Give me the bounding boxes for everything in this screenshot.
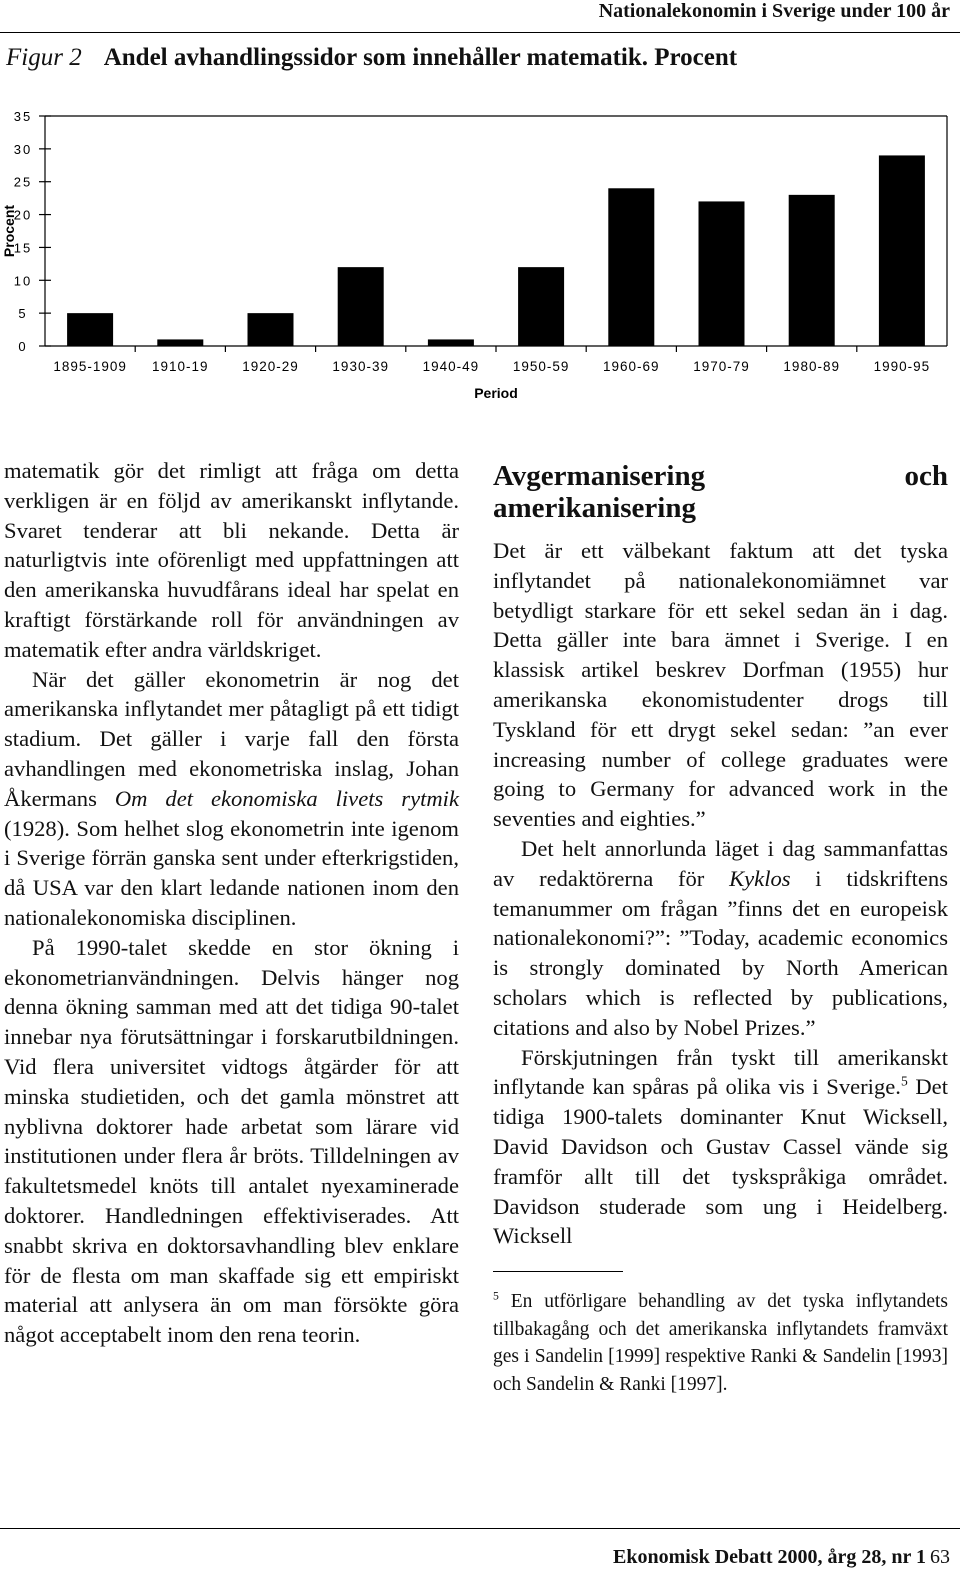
book-title: Om det ekonomiska livets rytmik [114, 785, 459, 811]
page-number: 63 [930, 1546, 950, 1568]
y-tick-label: 0 [18, 339, 28, 354]
x-tick-label: 1960-69 [603, 359, 660, 374]
y-tick-label: 5 [18, 306, 28, 322]
y-tick-label: 25 [13, 174, 33, 190]
bar [518, 267, 564, 346]
bar [428, 339, 474, 346]
left-column [4, 456, 459, 1350]
body-paragraph: På 1990-talet skedde en stor ökning i ekonometrianvändningen. Delvis hänger nog denna ökning samman med att det tidiga 90-talet innebar nya förutsättningar i forskarutbildningen. Vid flera universitet vidtogs åtgärder för att minska studietiden, och det gamla mönstret att nyblivna doktorer hade arbetat som lärare vid institutionen under flera år bröts. Tilldelningen av fakultetsmedel knöts till antalet nyexaminerade doktorer. Handledningen effektiviserades. Att snabbt skriva en doktorsavhandling blev enklare för de flesta om man skaffade sig ett empiriskt material att anlysera än om man försökte göra något acceptabelt inom den rena teorin. [4, 934, 459, 1348]
y-tick-label: 10 [13, 273, 33, 289]
footnote-ref[interactable]: 5 [900, 1073, 908, 1089]
x-tick-label: 1920-29 [242, 359, 299, 374]
bar [67, 313, 113, 346]
journal-title: Kyklos [729, 865, 791, 891]
y-tick-label: 15 [13, 240, 33, 256]
x-tick-label: 1910-19 [152, 359, 209, 374]
body-paragraph: När det gäller ekonometrin är nog det amerikanska inflytandet mer påtagligt på ett tidigt stadium. Det gäller i varje fall den första avhandlingen med ekonometriska inslag, Johan Åkermans Om det ekonomiska livets rytmik (1928). Som helhet slog ekonometrin inte igenom i Sverige förrän ganska sent under efterkrigstiden, då USA var den klart ledande nationen inom den nationalekonomiska disciplinen. [4, 666, 459, 930]
right-column [493, 460, 948, 1398]
footnote-number: 5 [493, 1289, 499, 1303]
x-axis-label: Period [474, 385, 518, 401]
section-heading: Avgermanisering och amerikanisering [493, 460, 948, 524]
bar [248, 313, 294, 346]
running-head: Nationalekonomin i Sverige under 100 år [598, 0, 950, 22]
footnote: $^5$ En utförligare behandling av det tyska inflytandets tillbakagång och det amerikanska inflytandets framväxt ges i Sandelin [1999] respektive Ranki & Sandelin [1993] och Sandelin & Ranki [1997]. [493, 1289, 948, 1395]
bar-chart [0, 100, 960, 410]
body-paragraph: matematik gör det rimligt att fråga om detta verkligen är en följd av amerikanskt inflytande. Svaret tenderar att bli nekande. Detta är naturligtvis inte oförenligt med uppfattningen att den amerikanska huvudfårans ideal har spelat en kraftigt förstärkande roll för användningen av matematik efter andra världskriget. [4, 458, 459, 662]
bar [608, 188, 654, 346]
y-axis-label: Procent [1, 204, 17, 258]
x-tick-label: 1950-59 [512, 359, 570, 374]
x-tick-label: 1980-89 [783, 359, 840, 374]
figure-title: Andel avhandlingssidor som innehåller matematik. Procent [103, 44, 738, 71]
footer-rule [0, 1528, 960, 1529]
footnote-rule [493, 1271, 623, 1272]
y-tick-label: 35 [13, 109, 33, 124]
x-tick-label: 1990-95 [873, 359, 931, 374]
body-paragraph: Förskjutningen från tyskt till amerikanskt inflytande kan spåras på olika vis i Sverige.$^5$ Det tidiga 1900-talets dominanter Knut Wicksell, David Davidson och Gustav Cassel vände sig framför allt till det tyskspråkiga området. Davidson studerade som ung i Heidelberg. Wicksell [493, 1044, 948, 1249]
x-tick-label: 1940-49 [422, 359, 480, 374]
bar [789, 195, 835, 346]
y-tick-label: 20 [13, 207, 33, 223]
figure-number: Figur 2 [6, 44, 82, 71]
bar [157, 339, 203, 346]
bar [879, 155, 925, 346]
figure-caption [6, 44, 737, 72]
bar [338, 267, 384, 346]
x-tick-label: 1895-1909 [53, 359, 127, 374]
bar [699, 201, 745, 346]
journal-footer: Ekonomisk Debatt 2000, årg 28, nr 1 63 [613, 1546, 950, 1568]
x-tick-label: 1930-39 [332, 359, 389, 374]
header-rule [0, 32, 960, 33]
body-paragraph: Det helt annorlunda läget i dag sammanfattas av redaktörerna för Kyklos i tidskriftens temanummer om frågan ”finns det en europeisk nationalekonomi?”: ”Today, academic economics is strongly dominated by North American scholars which is reflected by publications, citations and also by Nobel Prizes.” [493, 835, 948, 1040]
y-tick-label: 30 [13, 141, 33, 157]
body-paragraph: Det är ett välbekant faktum att det tyska inflytandet på nationalekonomiämnet var betydligt starkare för ett sekel sedan än i dag. Detta gäller inte bara ämnet i Sverige. I en klassisk artikel beskrev Dorfman (1955) hur amerikanska ekonomistudenter drogs till Tyskland för ett drygt sekel sedan: ”an ever increasing number of college graduates were going to Germany for advanced work in the seventies and eighties.” [493, 538, 948, 832]
x-tick-label: 1970-79 [693, 359, 750, 374]
